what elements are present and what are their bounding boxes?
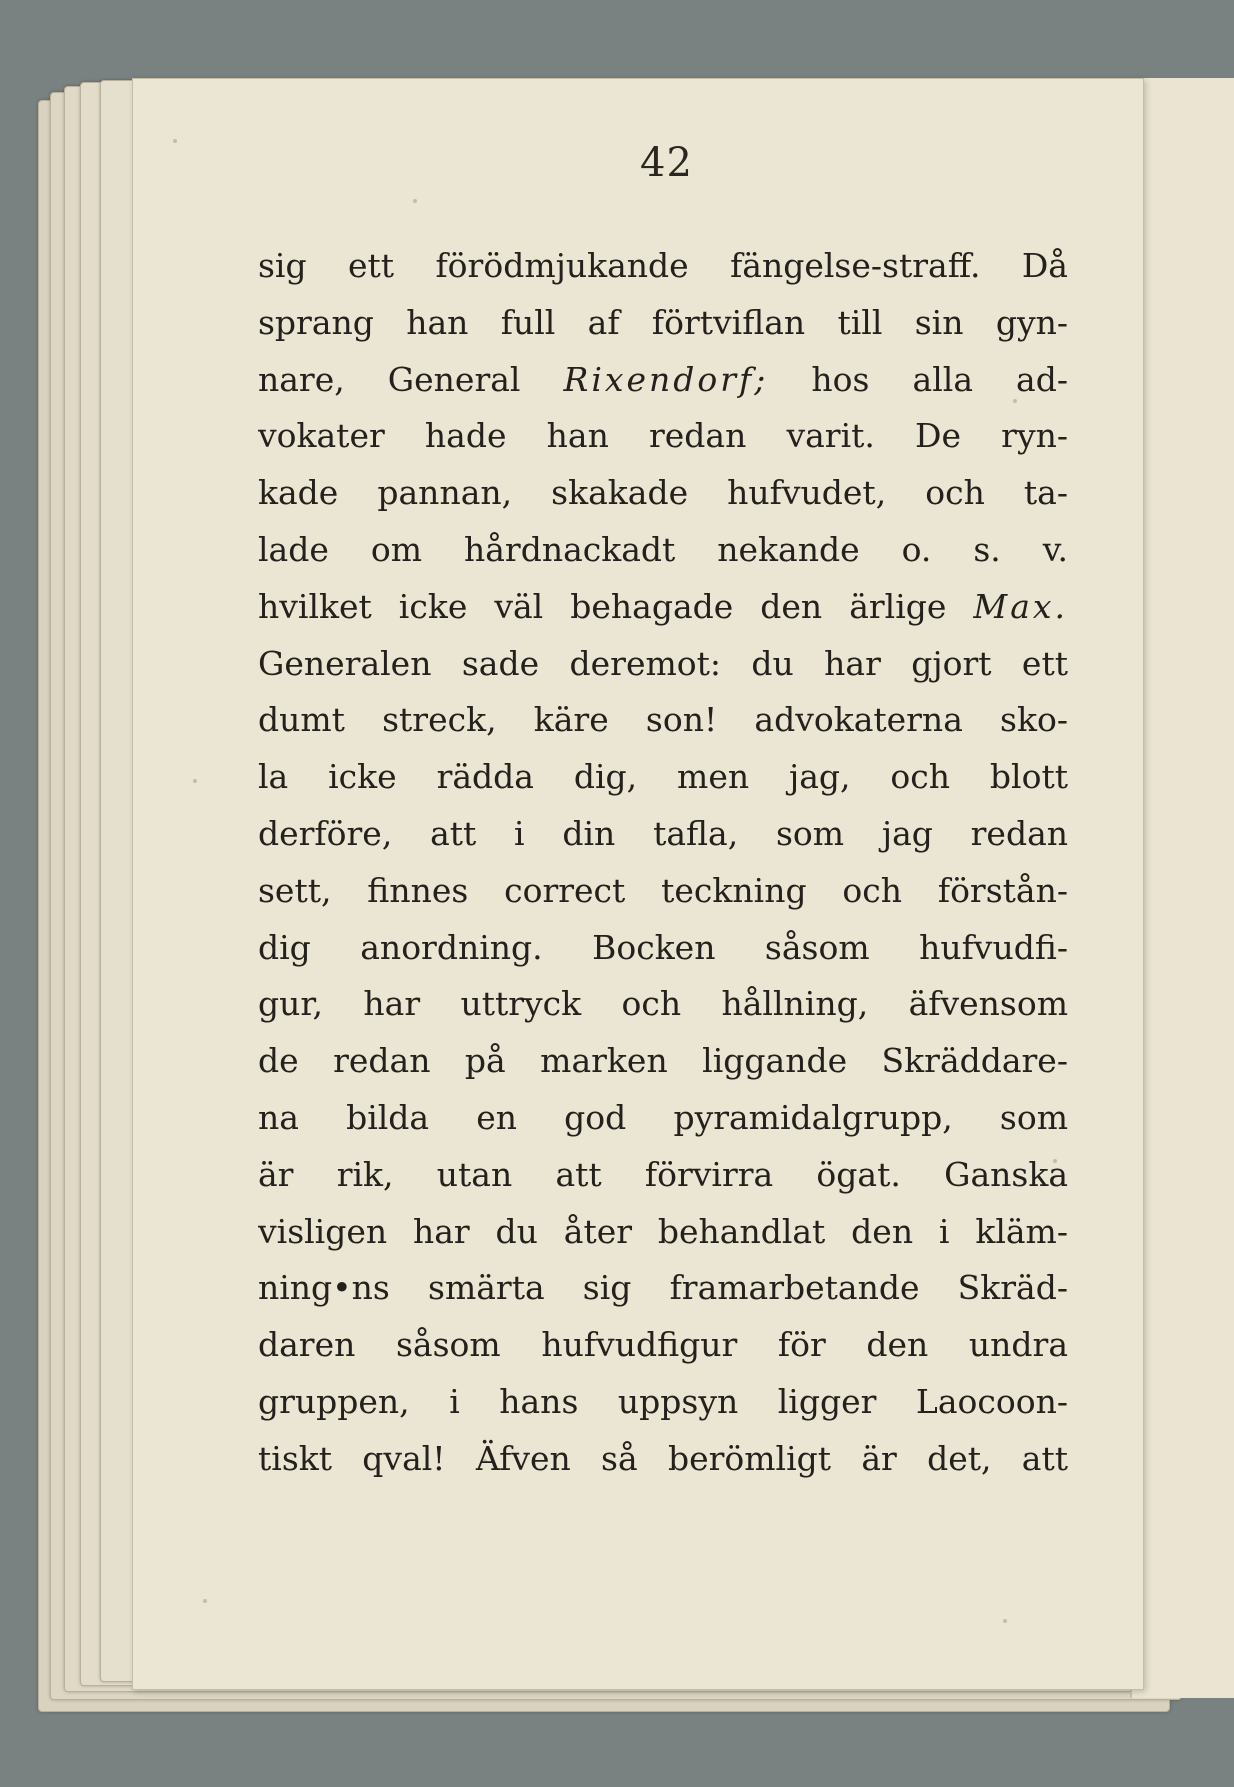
text-line <box>258 636 1068 693</box>
text-line-start: hvilket icke väl behagade den ärlige <box>258 586 974 626</box>
text-line-start: de redan på marken liggande Skräddare- <box>258 1041 1068 1081</box>
text-line-start: lade om hårdnackadt nekande o. s. v. <box>258 529 1068 569</box>
text-line-start: kade pannan, skakade hufvudet, och ta- <box>258 473 1068 513</box>
text-line-start: sett, finnes correct teckning och förstån- <box>258 870 1068 910</box>
text-line-start: sig ett förödmjukande fängelse-straff. Då <box>258 246 1068 285</box>
text-line-start: tiskt qval! Äfven så berömligt är det, att <box>258 1438 1068 1478</box>
paper-speck <box>413 199 417 203</box>
text-line-start: la icke rädda dig, men jag, och blott <box>258 757 1068 797</box>
text-line <box>258 352 1068 409</box>
text-line-start: na bilda en god pyramidalgrupp, som <box>258 1097 1068 1137</box>
text-line <box>258 920 1068 977</box>
emphasized-name: Rixendorf; <box>563 359 769 399</box>
text-line-start: sprang han full af förtviflan till sin gyn- <box>258 302 1068 342</box>
paper-speck <box>1003 1619 1007 1623</box>
text-line <box>258 465 1068 522</box>
text-line <box>258 1033 1068 1090</box>
text-line <box>258 1204 1068 1261</box>
text-line <box>258 295 1068 352</box>
text-line <box>258 1090 1068 1147</box>
text-line <box>258 692 1068 749</box>
text-line <box>258 863 1068 920</box>
text-line <box>258 408 1068 465</box>
text-line <box>258 1431 1068 1488</box>
facing-page-edge <box>1130 78 1234 1698</box>
paper-speck <box>173 139 177 143</box>
text-line <box>258 1374 1068 1431</box>
text-line-start: vokater hade han redan varit. De ryn- <box>258 416 1068 456</box>
emphasized-name: Max. <box>973 586 1068 626</box>
text-line-start: daren såsom hufvudfigur för den undra <box>258 1325 1068 1365</box>
text-line-start: ning•ns smärta sig framarbetande Skräd- <box>258 1268 1068 1308</box>
text-line <box>258 579 1068 636</box>
text-line-start: dig anordning. Bocken såsom hufvudfi- <box>258 927 1068 967</box>
text-line <box>258 522 1068 579</box>
text-line-start: dumt streck, käre son! advokaterna sko- <box>258 700 1068 740</box>
text-line-start: derföre, att i din tafla, som jag redan <box>258 813 1068 853</box>
text-line <box>258 749 1068 806</box>
text-line-end: hos alla ad- <box>768 359 1068 399</box>
page-number: 42 <box>640 140 693 186</box>
text-line-start: visligen har du åter behandlat den i kläm- <box>258 1211 1068 1251</box>
body-text <box>258 238 1068 1488</box>
text-line-start: är rik, utan att förvirra ögat. Ganska <box>258 1154 1068 1194</box>
text-line-start: gruppen, i hans uppsyn ligger Laocoon- <box>258 1381 1068 1421</box>
paper-speck <box>193 779 197 783</box>
text-line-start: gur, har uttryck och hållning, äfvensom <box>258 984 1068 1024</box>
text-line-start: nare, General <box>258 359 564 399</box>
text-line <box>258 1147 1068 1204</box>
text-line <box>258 976 1068 1033</box>
text-line <box>258 1317 1068 1374</box>
text-line-start: Generalen sade deremot: du har gjort ett <box>258 643 1068 683</box>
text-line <box>258 806 1068 863</box>
text-line <box>258 1260 1068 1317</box>
text-line <box>258 238 1068 295</box>
paper-speck <box>203 1599 207 1603</box>
